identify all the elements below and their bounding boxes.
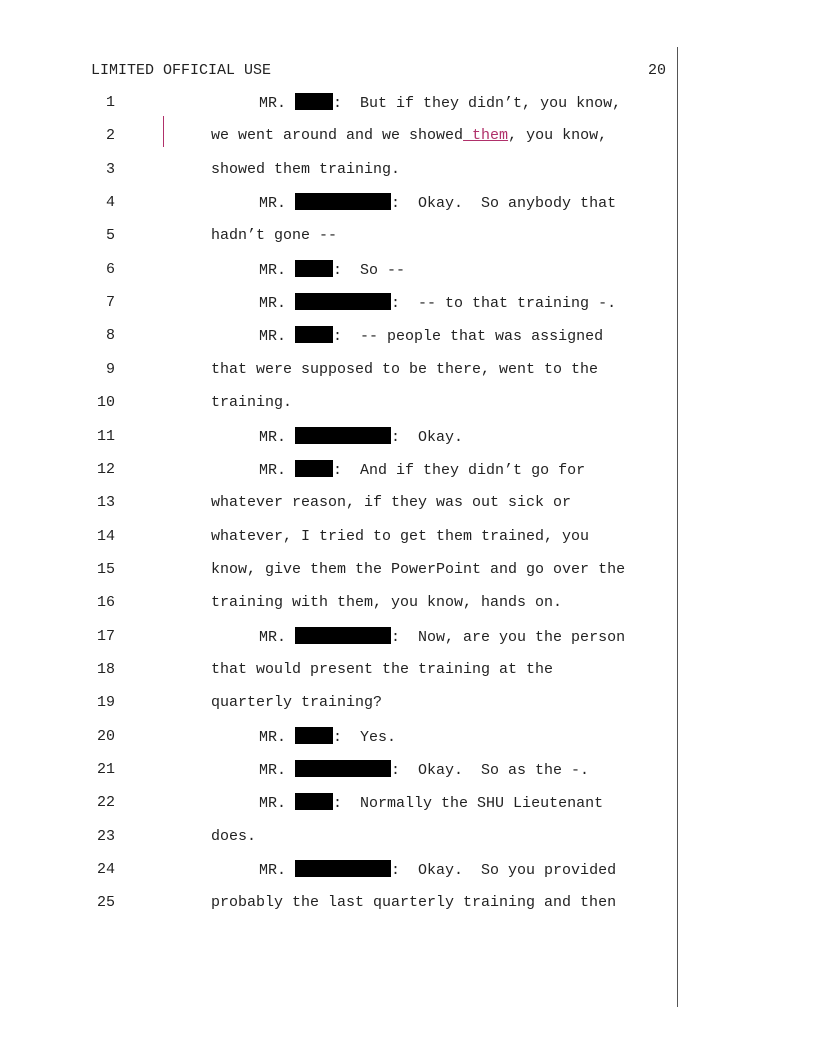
continuation-line: quarterly training? — [211, 694, 383, 712]
transcript-line — [0, 93, 816, 113]
continuation-line: training with them, you know, hands on. — [211, 594, 563, 612]
line-text: we went around and we showed — [211, 127, 464, 145]
line-number: 11 — [96, 427, 115, 445]
continuation-line — [211, 126, 607, 146]
redaction-box — [295, 727, 333, 744]
speaker-prefix: MR. — [259, 195, 287, 213]
redaction-box — [295, 460, 333, 477]
redaction-box — [295, 193, 391, 210]
speaker-line — [259, 93, 621, 114]
transcript-line — [0, 393, 816, 413]
line-text: : Yes. — [333, 728, 397, 746]
line-text: , you know, — [508, 127, 608, 145]
line-number: 1 — [105, 94, 115, 111]
line-number: 5 — [105, 227, 115, 245]
redaction-box — [295, 93, 333, 110]
continuation-line: probably the last quarterly training and then — [211, 894, 617, 912]
speaker-line — [259, 460, 585, 481]
transcript-line — [0, 793, 816, 813]
speaker-prefix: MR. — [259, 295, 287, 313]
continuation-line: know, give them the PowerPoint and go over the — [211, 560, 626, 578]
transcript-line — [0, 827, 816, 847]
redaction-box — [295, 427, 391, 444]
continuation-line: whatever, I tried to get them trained, you — [211, 527, 590, 545]
line-text: : Okay. So anybody that — [391, 195, 617, 213]
continuation-line: that were supposed to be there, went to the — [211, 360, 599, 378]
line-number: 12 — [96, 460, 115, 478]
line-number: 18 — [96, 660, 115, 678]
line-number: 17 — [96, 627, 115, 645]
line-number: 8 — [105, 327, 115, 345]
transcript-line — [0, 560, 816, 580]
speaker-prefix: MR. — [259, 862, 287, 880]
line-number: 13 — [96, 494, 115, 512]
line-text: : And if they didn’t go for — [333, 461, 586, 479]
transcript-line — [0, 693, 816, 713]
line-text: : Okay. — [391, 428, 464, 446]
continuation-line: does. — [211, 827, 257, 845]
speaker-line — [259, 193, 616, 214]
line-number: 9 — [105, 360, 115, 378]
redaction-box — [295, 860, 391, 877]
line-number: 10 — [96, 394, 115, 412]
speaker-line — [259, 627, 625, 648]
transcript-line — [0, 226, 816, 246]
transcript-line — [0, 760, 816, 780]
speaker-prefix: MR. — [259, 762, 287, 779]
transcript-line — [0, 427, 816, 447]
line-text: : Okay. So you provided — [391, 862, 617, 880]
transcript-line — [0, 260, 816, 280]
speaker-line — [259, 260, 405, 281]
redaction-box — [295, 793, 333, 810]
line-number: 19 — [96, 694, 115, 712]
transcript-line — [0, 593, 816, 613]
speaker-prefix: MR. — [259, 261, 287, 279]
speaker-line — [259, 727, 396, 748]
continuation-line: training. — [211, 394, 293, 412]
transcript-line — [0, 193, 816, 213]
line-number: 20 — [96, 727, 115, 745]
redaction-box — [295, 326, 333, 343]
continuation-line: hadn’t gone -- — [211, 227, 338, 245]
classification-header: LIMITED OFFICIAL USE — [91, 62, 272, 79]
speaker-prefix: MR. — [259, 728, 287, 746]
redaction-box — [295, 260, 333, 277]
page-number: 20 — [647, 62, 666, 79]
redaction-box — [295, 293, 391, 310]
speaker-line — [259, 326, 603, 347]
speaker-prefix: MR. — [259, 95, 287, 112]
line-text: : But if they didn’t, you know, — [333, 95, 622, 112]
line-text: : Now, are you the person — [391, 628, 626, 646]
speaker-prefix: MR. — [259, 628, 287, 646]
line-text: : -- to that training -. — [391, 295, 617, 313]
transcript-line — [0, 460, 816, 480]
line-number: 14 — [96, 527, 115, 545]
line-number: 25 — [96, 894, 115, 912]
line-number: 22 — [96, 794, 115, 812]
transcript-line — [0, 160, 816, 180]
transcript-line — [0, 627, 816, 647]
line-number: 4 — [105, 194, 115, 212]
continuation-line: showed them training. — [211, 160, 401, 178]
line-number: 7 — [105, 294, 115, 312]
line-number: 6 — [105, 260, 115, 278]
continuation-line: whatever reason, if they was out sick or — [211, 494, 572, 512]
speaker-prefix: MR. — [259, 328, 287, 346]
line-number: 16 — [96, 594, 115, 612]
line-text: : So -- — [333, 261, 406, 279]
line-number: 23 — [96, 827, 115, 845]
transcript-line — [0, 893, 816, 913]
transcript-line — [0, 293, 816, 313]
line-number: 2 — [105, 127, 115, 145]
transcript-line — [0, 493, 816, 513]
line-text: : Okay. So as the -. — [391, 762, 590, 779]
transcript-line — [0, 860, 816, 880]
line-number: 24 — [96, 861, 115, 879]
speaker-prefix: MR. — [259, 461, 287, 479]
line-text: : -- people that was assigned — [333, 328, 604, 346]
transcript-line — [0, 326, 816, 346]
redaction-box — [295, 760, 391, 777]
line-number: 15 — [96, 560, 115, 578]
speaker-prefix: MR. — [259, 428, 287, 446]
transcript-line — [0, 727, 816, 747]
transcript-line — [0, 660, 816, 680]
speaker-line — [259, 860, 616, 881]
redaction-box — [295, 627, 391, 644]
transcript-line — [0, 360, 816, 380]
line-number: 3 — [105, 160, 115, 178]
inserted-text: them — [463, 127, 509, 145]
transcript-line — [0, 527, 816, 547]
speaker-line — [259, 793, 603, 814]
line-number: 21 — [96, 761, 115, 778]
speaker-line — [259, 293, 616, 314]
transcript-line — [0, 126, 816, 146]
speaker-line — [259, 760, 589, 781]
speaker-prefix: MR. — [259, 795, 287, 813]
continuation-line: that would present the training at the — [211, 660, 554, 678]
line-text: : Normally the SHU Lieutenant — [333, 795, 604, 813]
speaker-line — [259, 427, 463, 448]
